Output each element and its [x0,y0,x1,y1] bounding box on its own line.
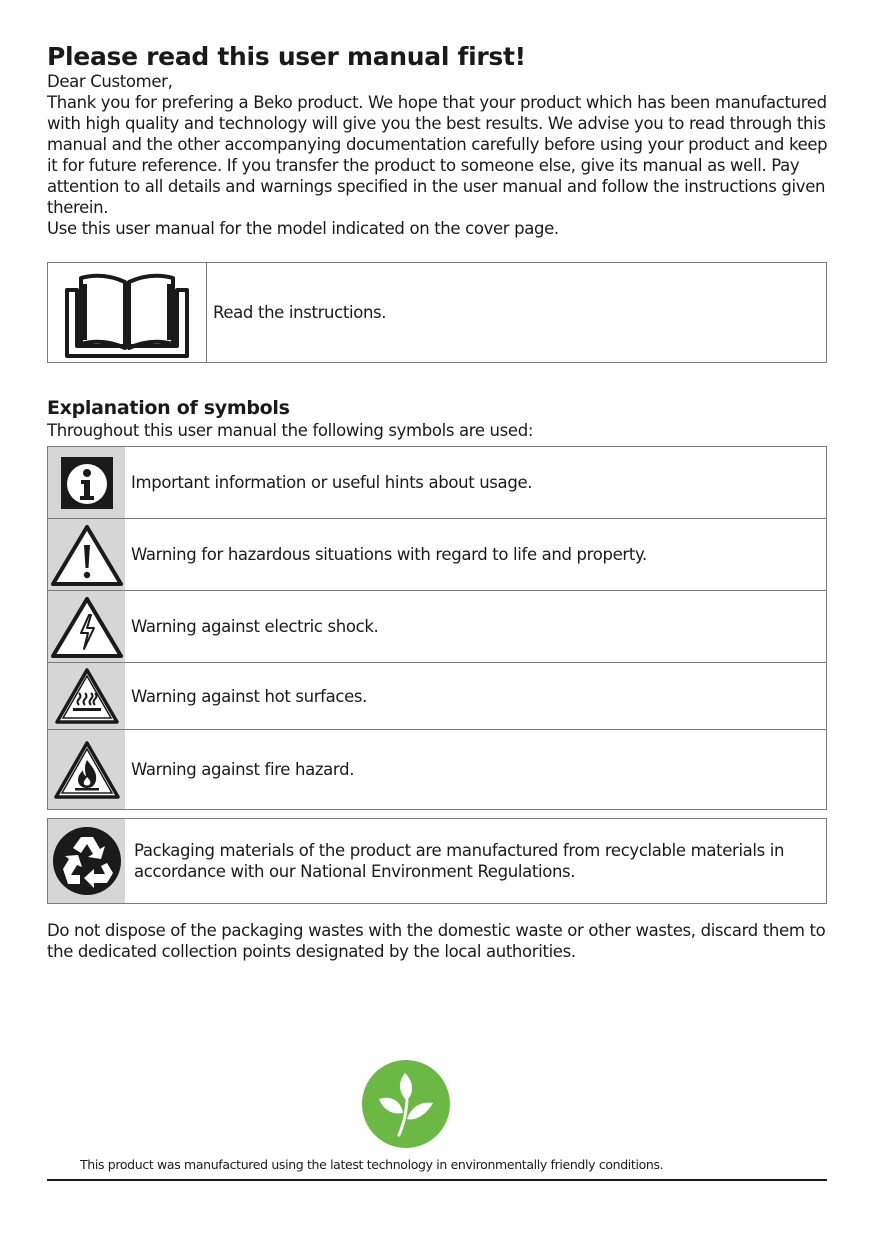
symbol-text-fire: Warning against fire hazard. [131,760,355,779]
footer-note: This product was manufactured using the latest technology in environmentally friendly conditions. [80,1157,664,1172]
symbol-text-info: Important information or useful hints about usage. [131,473,533,492]
greeting: Dear Customer, [47,72,173,91]
recycle-icon [51,825,123,897]
eco-logo [361,1059,451,1153]
intro-body: Thank you for prefering a Beko product. We hope that your product which has been manufactured with high quality and technology will give you the best results. We advise you to read through this manual and the other accompanying documentation carefully before using your product and keep it for future reference. If you transfer the product to someone else, give its manual as well. Pay attention to all details and warnings specified in the user manual and follow the instructions given therein. [47,93,828,217]
warning-icon [50,523,124,587]
recycling-box [47,818,827,904]
symbol-row-info [48,447,826,519]
leaf-icon [361,1059,451,1149]
hot-surface-icon [54,667,120,725]
symbol-row-warning [48,519,826,591]
fire-hazard-icon [53,740,121,800]
symbols-subtitle: Throughout this user manual the following symbols are used: [47,421,534,440]
page-title: Please read this user manual first! [47,42,526,71]
symbol-row-electric [48,591,826,663]
symbol-text-electric: Warning against electric shock. [131,617,379,636]
symbols-table [47,446,827,810]
footer-divider [47,1179,827,1181]
book-icon [63,268,191,358]
read-instructions-box [47,262,827,363]
symbol-text-warning: Warning for hazardous situations with regard to life and property. [131,545,647,564]
symbol-row-fire [48,730,826,809]
symbols-title: Explanation of symbols [47,397,290,419]
electric-shock-icon [50,595,124,659]
symbol-row-hot [48,663,826,730]
read-instructions-text: Read the instructions. [213,303,387,322]
recycling-text: Packaging materials of the product are manufactured from recyclable materials in accordance with our National Environment Regulations. [134,841,785,881]
info-icon [59,455,115,511]
intro-text [47,71,837,239]
symbol-text-hot: Warning against hot surfaces. [131,686,368,706]
model-note: Use this user manual for the model indicated on the cover page. [47,219,559,238]
disposal-text: Do not dispose of the packaging wastes with the domestic waste or other wastes, discard them to the dedicated collection points designated by the local authorities. [47,921,826,961]
